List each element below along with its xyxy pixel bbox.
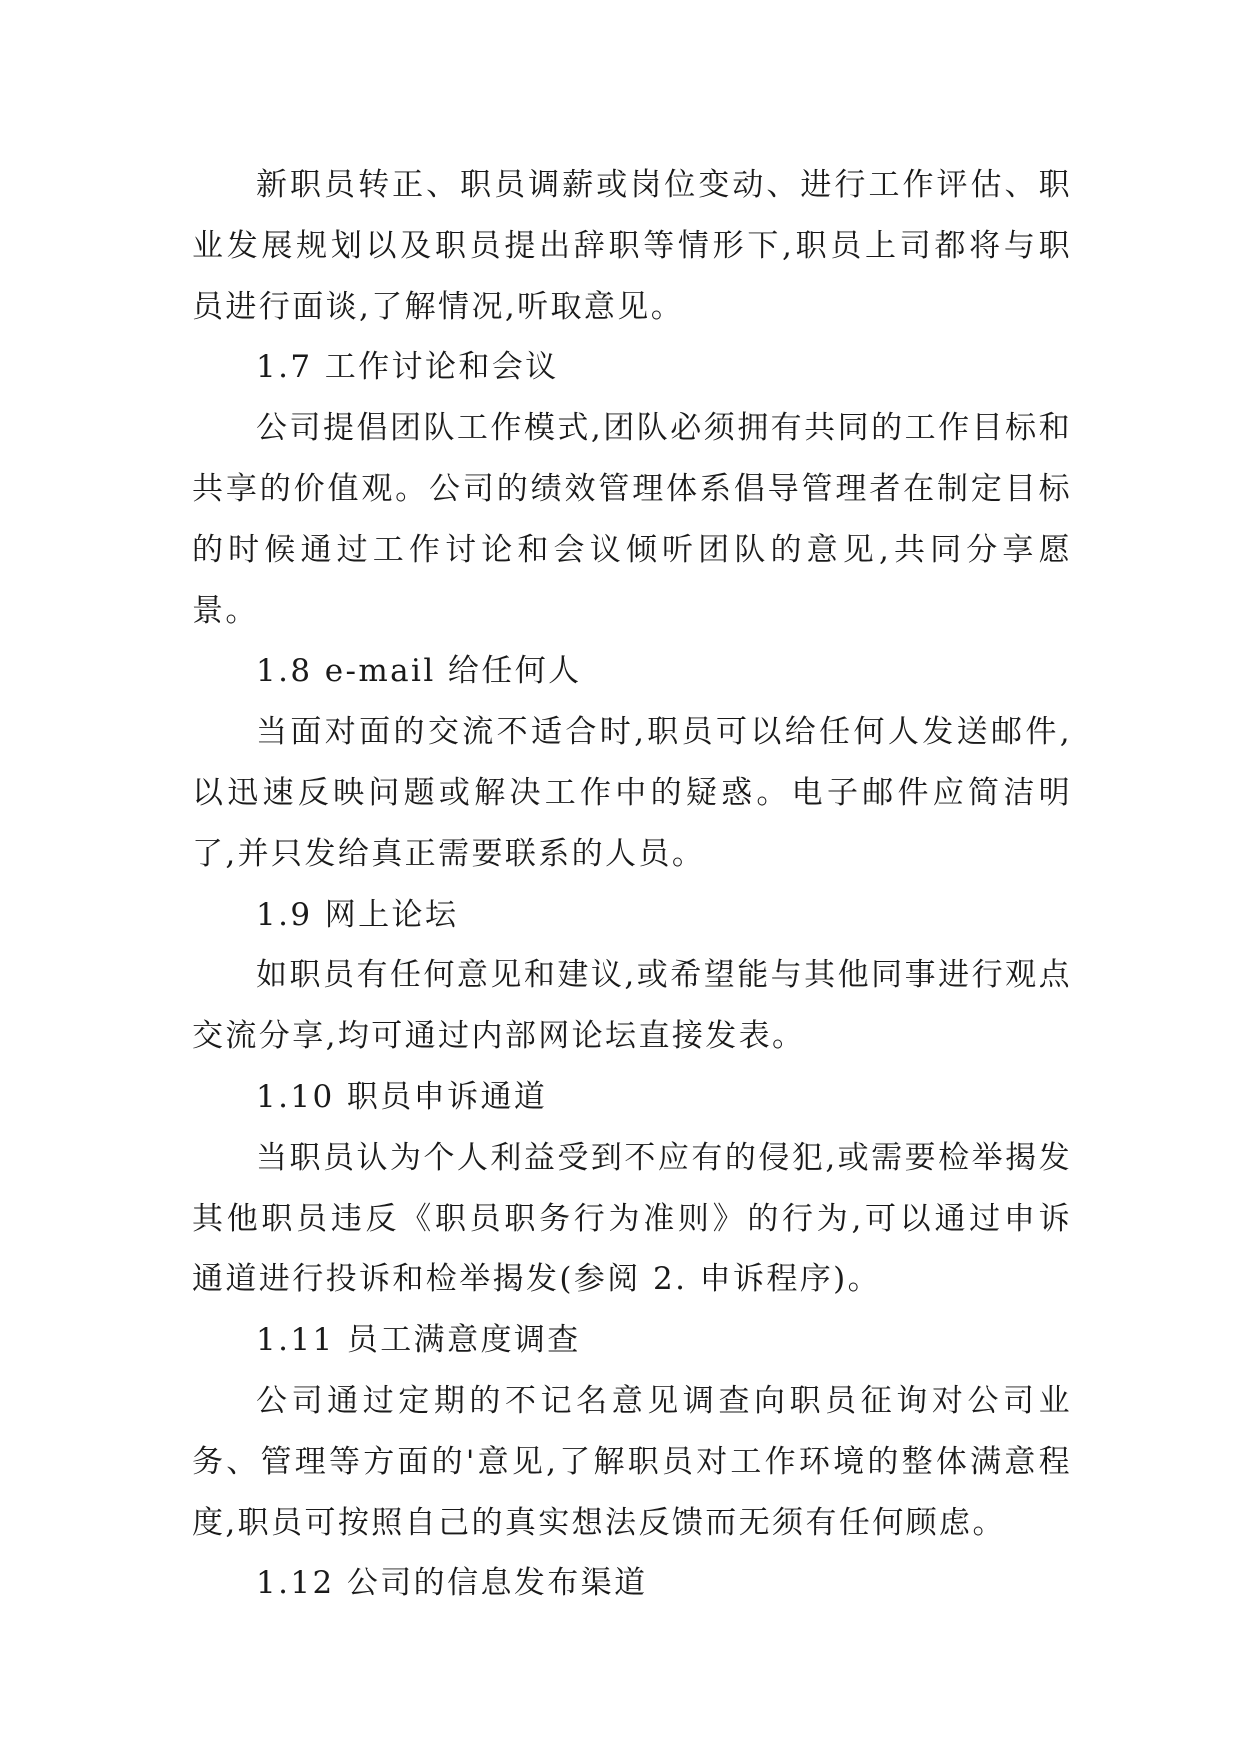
paragraph-team-meetings: 公司提倡团队工作模式,团队必须拥有共同的工作目标和共享的价值观。公司的绩效管理体系倡导管理者在制定目标的时候通过工作讨论和会议倾听团队的意见,共同分享愿景。 <box>192 410 1072 629</box>
paragraph-satisfaction-survey: 公司通过定期的不记名意见调查向职员征询对公司业务、管理等方面的'意见,了解职员对工作环境的整体满意程度,职员可按照自己的真实想法反馈而无须有任何顾虑。 <box>192 1382 1072 1541</box>
section-heading-1-12: 1.12 公司的信息发布渠道 <box>256 1565 648 1602</box>
paragraph-grievance: 当职员认为个人利益受到不应有的侵犯,或需要检举揭发其他职员违反《职员职务行为准则》的行为,可以通过申诉通道进行投诉和检举揭发(参阅 2. 申诉程序)。 <box>192 1139 1072 1298</box>
section-heading-1-11: 1.11 员工满意度调查 <box>256 1322 581 1359</box>
section-heading-1-7: 1.7 工作讨论和会议 <box>256 349 559 386</box>
paragraph-interview: 新职员转正、职员调薪或岗位变动、进行工作评估、职业发展规划以及职员提出辞职等情形下,职员上司都将与职员进行面谈,了解情况,听取意见。 <box>192 167 1072 325</box>
section-heading-1-9: 1.9 网上论坛 <box>256 896 459 933</box>
document-body <box>192 155 1072 1614</box>
section-heading-1-10: 1.10 职员申诉通道 <box>256 1078 548 1115</box>
section-heading-1-8: 1.8 e-mail 给任何人 <box>256 653 582 690</box>
paragraph-forum: 如职员有任何意见和建议,或希望能与其他同事进行观点交流分享,均可通过内部网论坛直接发表。 <box>192 957 1072 1055</box>
paragraph-email: 当面对面的交流不适合时,职员可以给任何人发送邮件,以迅速反映问题或解决工作中的疑惑。电子邮件应简洁明了,并只发给真正需要联系的人员。 <box>192 714 1072 872</box>
